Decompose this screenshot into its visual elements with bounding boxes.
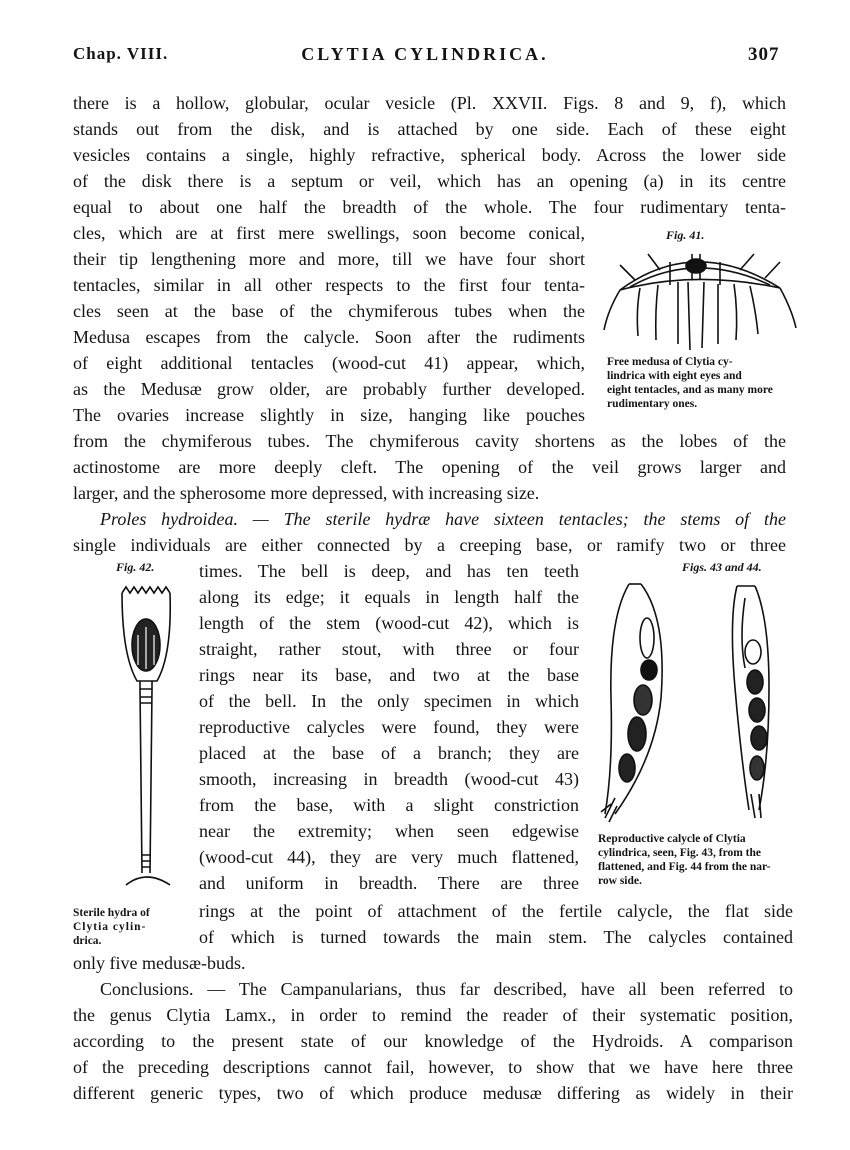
caption-line: Sterile hydra of [73, 907, 150, 919]
text-line: larger, and the spherosome more depressed, with increasing size. [73, 483, 540, 503]
text-line: Conclusions. — The Campanularians, thus far described, have all been referred to [100, 979, 793, 999]
text-line: rings at the point of attachment of the fertile calycle, the flat side [199, 901, 793, 921]
caption-line: row side. [598, 875, 642, 887]
caption-line: Clytia cylin- [73, 921, 147, 933]
fig-43-44-caption [598, 832, 770, 888]
text-line: reproductive calycles were found, they were [199, 717, 579, 737]
text-line: single individuals are either connected by a creeping base, or ramify two or three [73, 535, 786, 555]
text-line: from the base, with a slight constriction [199, 795, 579, 815]
text-line: only five medusæ-buds. [73, 953, 246, 973]
text-line: length of the stem (wood-cut 42), which is [199, 613, 579, 633]
caption-line: drica. [73, 935, 102, 947]
text-line: and uniform in breadth. There are three [199, 873, 579, 893]
caption-line: Free medusa of Clytia cy- [607, 356, 733, 368]
text-line: of which is turned towards the main stem. The calycles contained [199, 927, 793, 947]
fig-41-label: Fig. 41. [666, 228, 705, 242]
text-line: different generic types, two of which produce medusæ differing as widely in their [73, 1083, 793, 1103]
fig-44-reproductive-calycle-illustration [725, 578, 785, 828]
page-number: 307 [748, 44, 780, 65]
fig-42-hydra-illustration [112, 585, 182, 897]
text-line: straight, rather stout, with three or four [199, 639, 579, 659]
text-line: there is a hollow, globular, ocular vesicle (Pl. XXVII. Figs. 8 and 9, f), which [73, 93, 786, 113]
fig-41-medusa-illustration [600, 240, 800, 360]
fig-41-caption [607, 355, 773, 411]
chapter-heading: Chap. VIII. [73, 44, 169, 63]
fig-43-reproductive-calycle-illustration [595, 578, 675, 828]
text-line: near the extremity; when seen edgewise [199, 821, 579, 841]
text-line: smooth, increasing in breadth (wood-cut 43) [199, 769, 579, 789]
caption-line: lindrica with eight eyes and [607, 370, 742, 382]
page-running-title: CLYTIA CYLINDRICA. [301, 44, 549, 64]
text-line: as the Medusæ grow older, are probably further developed. [73, 379, 585, 399]
text-line: (wood-cut 44), they are very much flattened, [199, 847, 579, 867]
text-line: along its edge; it equals in length half the [199, 587, 579, 607]
fig-43-44-label: Figs. 43 and 44. [682, 560, 762, 574]
text-line: tentacles, similar in all other respects to the first four tenta- [73, 275, 585, 295]
caption-line: eight tentacles, and as many more [607, 384, 773, 396]
caption-line: cylindrica, seen, Fig. 43, from the [598, 847, 761, 859]
fig-42-caption [73, 906, 150, 948]
text-line: from the chymiferous tubes. The chymiferous cavity shortens as the lobes of the [73, 431, 786, 451]
text-line: according to the present state of our knowledge of the Hydroids. A comparison [73, 1031, 793, 1051]
text-line: equal to about one half the breadth of the whole. The four rudimentary tenta- [73, 197, 786, 217]
text-line: The ovaries increase slightly in size, hanging like pouches [73, 405, 585, 425]
text-line: their tip lengthening more and more, till we have four short [73, 249, 585, 269]
text-line: of the disk there is a septum or veil, which has an opening (a) in its centre [73, 171, 786, 191]
text-line: cles seen at the base of the chymiferous tubes when the [73, 301, 585, 321]
text-line: cles, which are at first mere swellings, soon become conical, [73, 223, 585, 243]
text-line: of the preceding descriptions cannot fail, however, to show that we have here three [73, 1057, 793, 1077]
fig-42-label: Fig. 42. [116, 560, 155, 574]
text-line: of eight additional tentacles (wood-cut 41) appear, which, [73, 353, 585, 373]
caption-line: flattened, and Fig. 44 from the nar- [598, 861, 771, 873]
text-line: vesicles contains a single, highly refractive, spherical body. Across the lower side [73, 145, 786, 165]
caption-line: Reproductive calycle of Clytia [598, 833, 746, 845]
text-line: Medusa escapes from the calycle. Soon after the rudiments [73, 327, 585, 347]
caption-line: rudimentary ones. [607, 398, 698, 410]
text-line: Proles hydroidea. — The sterile hydræ have sixteen tentacles; the stems of the [100, 509, 786, 529]
text-line: times. The bell is deep, and has ten teeth [199, 561, 579, 581]
text-line: stands out from the disk, and is attached by one side. Each of these eight [73, 119, 786, 139]
text-line: rings near its base, and two at the base [199, 665, 579, 685]
text-line: placed at the base of a branch; they are [199, 743, 579, 763]
text-line: the genus Clytia Lamx., in order to remind the reader of their systematic position, [73, 1005, 793, 1025]
text-line: of the bell. In the only specimen in which [199, 691, 579, 711]
text-line: actinostome are more deeply cleft. The opening of the veil grows larger and [73, 457, 786, 477]
